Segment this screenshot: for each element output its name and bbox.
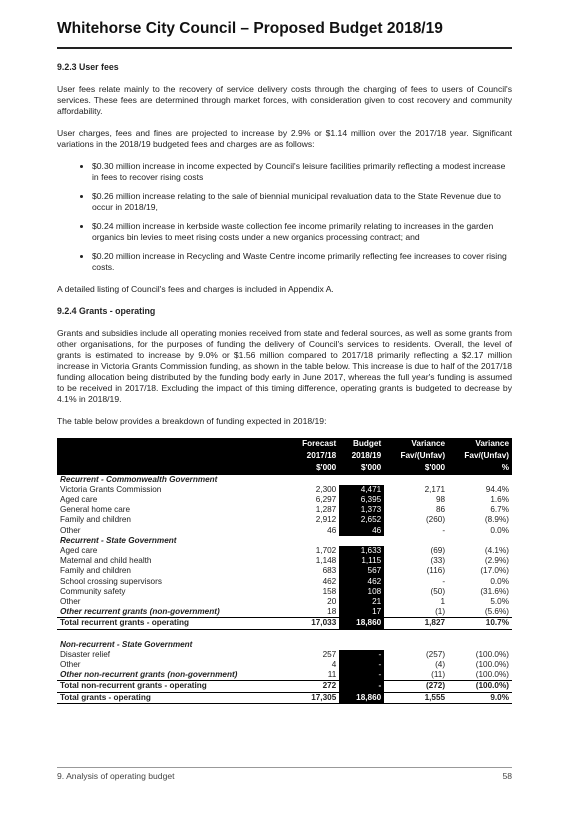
table-cell: 18,860 (339, 618, 384, 629)
grants-paragraph-1: Grants and subsidies include all operating monies received from state and federal sources, as well as some grants from other organisations, for the purposes of funding the delivery of Council's services to residents. Overall, the level of grants is estimated to increase by 9.0% or $1.56 million compared to 2017/18 primarily reflecting a $2.17 million increase in Victoria Grants Commission funding, as shown in the table below. This increase is due to half of the 2017/18 funding allocation being distributed by the funding body early in June 2017, whereas the full year's funding is assumed to be received in 2017/18. Excluding the impact of this timing difference, operating grants is budgeted to decrease by 4.1% in 2018/19. (57, 328, 512, 404)
table-cell: 462 (322, 576, 337, 586)
table-row (57, 485, 512, 495)
table-row (57, 577, 512, 587)
table-cell (339, 640, 384, 650)
table-header-cell: Forecast (289, 438, 340, 450)
table-cell: 1,373 (339, 505, 384, 515)
table-cell: (11) (431, 670, 446, 680)
table-cell: 0.0% (490, 576, 509, 586)
table-header-cell (57, 450, 289, 462)
table-row (57, 536, 512, 546)
table-row (57, 607, 512, 618)
table-cell: 1,555 (384, 692, 448, 703)
table-cell: Total non-recurrent grants - operating (57, 681, 289, 692)
table-cell (289, 629, 340, 640)
table-cell: (4) (435, 660, 446, 670)
table-cell (289, 640, 340, 650)
table-row (57, 526, 512, 536)
table-cell: 9.0% (448, 692, 512, 703)
table-cell: 6,297 (315, 495, 337, 505)
table-cell: - (339, 650, 384, 660)
table-cell: - (442, 576, 446, 586)
table-header-cell: Fav/(Unfav) (384, 450, 448, 462)
table-cell: - (339, 660, 384, 670)
table-cell: 17,033 (289, 618, 340, 629)
table-cell: 94.4% (485, 484, 509, 494)
table-cell: (100.0%) (448, 681, 512, 692)
table-row (57, 670, 512, 681)
table-cell: 272 (289, 681, 340, 692)
page-number: 58 (502, 771, 512, 781)
table-cell: 1.6% (490, 495, 509, 505)
header-divider (57, 47, 512, 49)
table-row (57, 475, 512, 485)
table-cell: 10.7% (448, 618, 512, 629)
table-cell: Other (60, 660, 81, 670)
table-row (57, 556, 512, 566)
table-cell: (100.0%) (475, 660, 509, 670)
table-row (57, 681, 512, 692)
table-header-row (57, 462, 512, 474)
table-cell: 5.0% (490, 597, 509, 607)
table-cell (384, 536, 448, 546)
table-header-row (57, 450, 512, 462)
table-cell: 1,287 (315, 505, 337, 515)
table-cell: 98 (435, 495, 446, 505)
table-cell: Community safety (60, 586, 126, 596)
table-cell: Other (60, 597, 81, 607)
table-cell: General home care (60, 505, 131, 515)
table-row (57, 640, 512, 650)
table-cell: Victoria Grants Commission (60, 484, 162, 494)
user-fees-paragraph-3: A detailed listing of Council's fees and charges is included in Appendix A. (57, 284, 334, 294)
table-header-cell: 2018/19 (339, 450, 384, 462)
table-header-cell: Budget (339, 438, 384, 450)
table-cell: Aged care (60, 495, 98, 505)
table-cell (339, 475, 384, 485)
table-cell: (260) (425, 515, 446, 525)
table-cell: (17.0%) (480, 566, 509, 576)
table-cell: Aged care (60, 546, 98, 556)
table-cell: (100.0%) (475, 670, 509, 680)
bullet-item: • $0.24 million increase in kerbside waste collection fee income primarily relating to increases in the garden organics bin levies to meet rising costs under a new organics processing contract; and (92, 221, 512, 243)
table-cell: 0.0% (490, 525, 509, 535)
table-cell: Total recurrent grants - operating (57, 618, 289, 629)
table-header-row (57, 438, 512, 450)
table-cell: 11 (327, 670, 337, 680)
table-cell: 1,148 (315, 556, 337, 566)
grants-table-header (57, 438, 512, 475)
table-row (57, 660, 512, 670)
table-cell: 1 (440, 597, 446, 607)
table-row (57, 692, 512, 703)
table-cell: Other non-recurrent grants (non-government) (60, 670, 238, 680)
table-cell: 2,171 (424, 484, 446, 494)
table-cell (384, 640, 448, 650)
table-cell: Family and children (60, 515, 131, 525)
table-cell: (116) (426, 566, 446, 576)
user-fees-paragraph-1: User fees relate mainly to the recovery of service delivery costs through the charging of fees to users of Council's services. These fees are determined through market forces, with consideration given to cost recovery and community affordability. (57, 84, 512, 116)
table-cell: 17,305 (289, 692, 340, 703)
grants-table (57, 438, 512, 704)
table-cell: 462 (339, 577, 384, 587)
table-row (57, 546, 512, 556)
table-cell: 108 (339, 587, 384, 597)
table-cell: - (339, 670, 384, 681)
table-cell: Family and children (60, 566, 131, 576)
table-cell (384, 629, 448, 640)
table-cell: 6,395 (339, 495, 384, 505)
table-cell: 6.7% (490, 505, 509, 515)
table-cell: (2.9%) (484, 556, 509, 566)
table-cell: Other recurrent grants (non-government) (60, 607, 220, 617)
table-cell: Total grants - operating (57, 692, 289, 703)
table-row (57, 515, 512, 525)
page-header-title: Whitehorse City Council – Proposed Budget 2018/19 (57, 20, 443, 37)
user-fees-paragraph-2: User charges, fees and fines are projected to increase by 2.9% or $1.14 million over the 2017/18 year. Significant variations in the 2018/19 budgeted fees and charges are as follows: (57, 128, 512, 149)
table-cell: Recurrent - State Government (60, 535, 177, 545)
table-row (57, 650, 512, 660)
table-header-cell: $'000 (289, 462, 340, 474)
table-cell: 46 (327, 525, 337, 535)
table-header-cell: $'000 (339, 462, 384, 474)
table-cell: 1,115 (339, 556, 384, 566)
bullet-item: • $0.30 million increase in income expected by Council's leisure facilities primarily reflecting a modest increase in fees to recover rising costs (92, 161, 512, 183)
table-cell: (5.6%) (484, 607, 509, 617)
table-header-cell: Fav/(Unfav) (448, 450, 512, 462)
table-cell: (8.9%) (484, 515, 509, 525)
table-cell (339, 629, 384, 640)
table-cell: Other (60, 525, 81, 535)
table-header-cell: 2017/18 (289, 450, 340, 462)
table-cell: 46 (339, 526, 384, 536)
table-row (57, 597, 512, 607)
table-cell: (257) (425, 649, 446, 659)
grants-paragraph-2: The table below provides a breakdown of funding expected in 2018/19: (57, 416, 327, 426)
bullet-item: • $0.26 million increase relating to the sale of biennial municipal revaluation data to the State Revenue due to occur in 2018/19, (92, 191, 512, 213)
table-cell: 86 (435, 505, 446, 515)
table-cell (448, 536, 512, 546)
table-cell: (4.1%) (484, 546, 509, 556)
table-cell: 17 (339, 607, 384, 618)
table-cell: School crossing supervisors (60, 576, 162, 586)
table-cell: 683 (322, 566, 337, 576)
table-cell: 257 (322, 649, 337, 659)
table-cell: 4 (331, 660, 337, 670)
table-cell: - (442, 525, 446, 535)
bullet-item: • $0.20 million increase in Recycling and Waste Centre income primarily reflecting fee increases to cover rising costs. (92, 251, 512, 273)
table-row (57, 587, 512, 597)
table-row (57, 618, 512, 629)
table-cell (339, 536, 384, 546)
footer-divider (57, 767, 512, 768)
table-cell: (31.6%) (480, 586, 509, 596)
table-header-cell: Variance (448, 438, 512, 450)
table-header-cell: % (448, 462, 512, 474)
table-cell: 2,912 (315, 515, 337, 525)
table-cell: 158 (322, 586, 337, 596)
table-cell: 2,652 (339, 515, 384, 525)
table-cell (448, 640, 512, 650)
table-cell: 567 (339, 566, 384, 576)
table-header-cell: $'000 (384, 462, 448, 474)
table-cell: (272) (384, 681, 448, 692)
table-header-cell: Variance (384, 438, 448, 450)
table-cell (384, 475, 448, 485)
section-heading-grants: 9.2.4 Grants - operating (57, 306, 156, 316)
table-cell (57, 629, 289, 640)
main-content (57, 62, 512, 704)
table-cell: 2,300 (315, 484, 337, 494)
user-fees-bullet-list (57, 161, 512, 273)
grants-table-body (57, 475, 512, 704)
table-cell: Maternal and child health (60, 556, 152, 566)
table-cell (289, 536, 340, 546)
table-cell: (1) (435, 607, 446, 617)
table-row (57, 495, 512, 505)
table-header-cell (57, 438, 289, 450)
table-cell: (100.0%) (475, 649, 509, 659)
table-cell: (33) (430, 556, 446, 566)
table-cell: 21 (339, 597, 384, 607)
section-heading-user-fees: 9.2.3 User fees (57, 62, 119, 72)
table-cell: 18,860 (339, 692, 384, 703)
table-row (57, 566, 512, 576)
table-cell: 4,471 (339, 485, 384, 495)
table-cell: 18 (327, 607, 337, 617)
table-cell: (50) (430, 586, 446, 596)
table-cell: Recurrent - Commonwealth Government (60, 474, 218, 484)
table-cell: 1,827 (384, 618, 448, 629)
table-cell: 1,702 (315, 546, 337, 556)
table-cell (448, 475, 512, 485)
table-header-cell (57, 462, 289, 474)
table-row (57, 629, 512, 640)
table-cell (289, 475, 340, 485)
table-cell: Disaster relief (60, 649, 111, 659)
table-cell (448, 629, 512, 640)
table-row (57, 505, 512, 515)
table-cell: 20 (327, 597, 337, 607)
footer-section-label: 9. Analysis of operating budget (57, 771, 175, 781)
table-cell: (69) (430, 546, 446, 556)
table-cell: - (339, 681, 384, 692)
table-cell: 1,633 (339, 546, 384, 556)
table-cell: Non-recurrent - State Government (60, 639, 193, 649)
